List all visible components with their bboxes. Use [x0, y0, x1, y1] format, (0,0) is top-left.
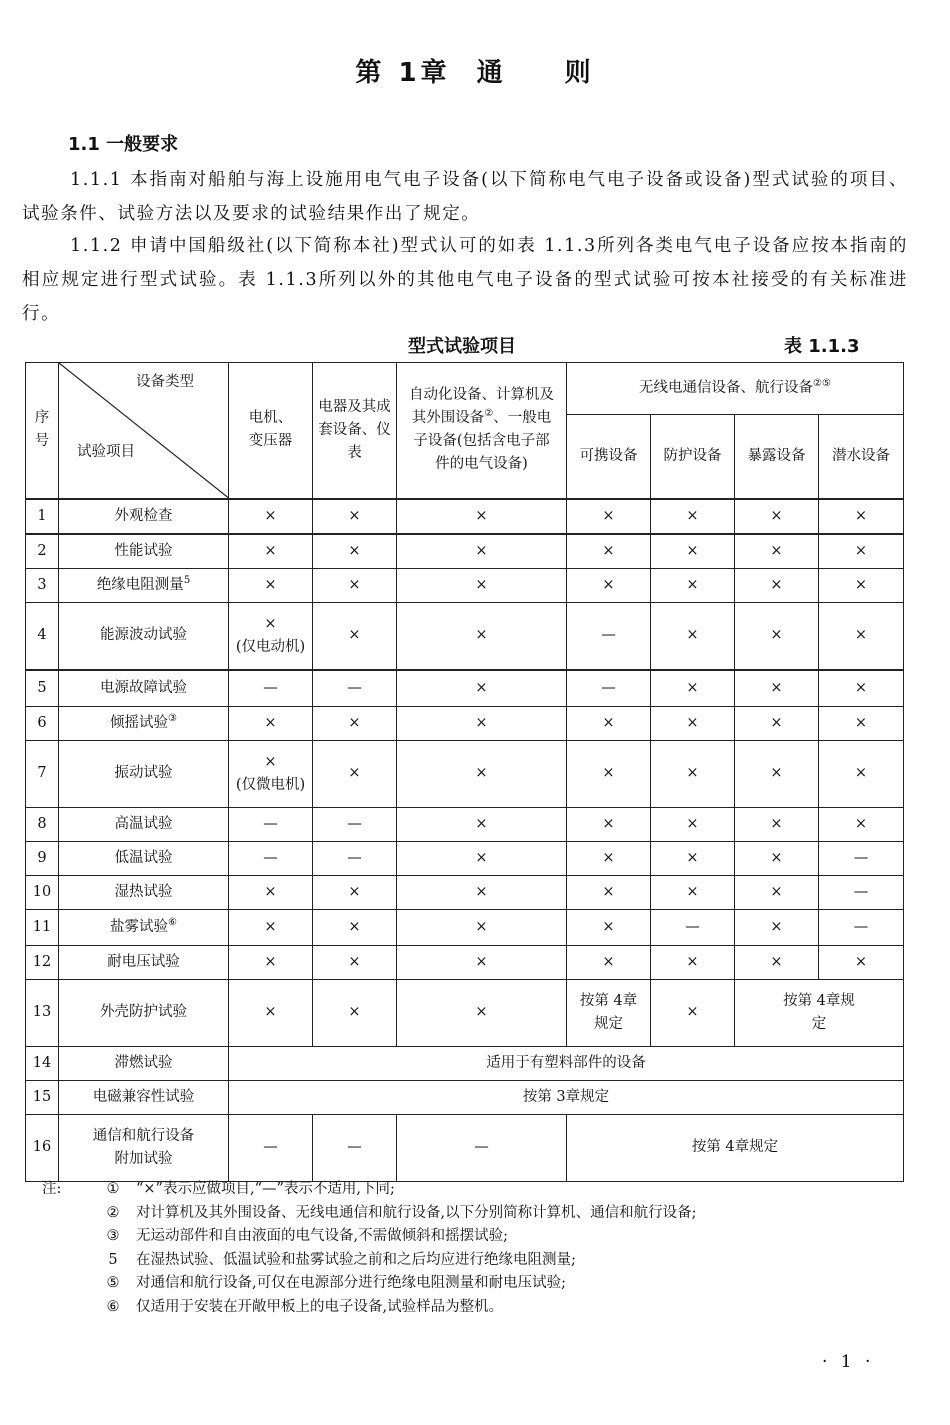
table-row — [26, 807, 904, 841]
row-test-item: 低温试验 — [59, 841, 229, 875]
table-row — [26, 1046, 904, 1080]
row-number: 14 — [26, 1046, 59, 1080]
cell-appliance: — — [313, 1114, 397, 1181]
cell-motor: × — [229, 534, 313, 569]
note-item — [42, 1225, 697, 1249]
cell-submersible: — — [819, 909, 904, 945]
table-notes — [42, 1178, 697, 1319]
header-radio-sup: ②⑤ — [813, 378, 831, 390]
cell-protected: × — [651, 875, 735, 909]
cell-protected: × — [651, 807, 735, 841]
row-number: 3 — [26, 568, 59, 602]
cell-appliance: — — [313, 807, 397, 841]
header-appliance — [313, 363, 397, 499]
cell-protected: × — [651, 499, 735, 534]
cell-motor: × — [229, 499, 313, 534]
cell-portable-text: 按第 4章规定 — [579, 992, 638, 1032]
cell-exposed: × — [735, 706, 819, 740]
cell-exposed: × — [735, 534, 819, 569]
cell-exposed: × — [735, 499, 819, 534]
cell-automation: × — [397, 909, 567, 945]
cell-automation: × — [397, 807, 567, 841]
row-number: 13 — [26, 979, 59, 1046]
note-text: 对通信和航行设备,可仅在电源部分进行绝缘电阻测量和耐电压试验; — [136, 1275, 566, 1291]
paragraph-1-1-1-text: 1.1.1 本指南对船舶与海上设施用电气电子设备(以下简称电气电子设备或设备)型式试验的项目、试验条件、试验方法以及要求的试验结果作出了规定。 — [22, 170, 908, 224]
cell-exposed: × — [735, 670, 819, 707]
row-test-item: 振动试验 — [59, 740, 229, 807]
cell-submersible: × — [819, 568, 904, 602]
table-row — [26, 1114, 904, 1181]
cell-appliance: × — [313, 979, 397, 1046]
cell-submersible: — — [819, 875, 904, 909]
cell-appliance: × — [313, 534, 397, 569]
note-mark: ② — [106, 1204, 120, 1221]
cell-appliance: × — [313, 909, 397, 945]
cell-portable: × — [567, 909, 651, 945]
cell-exposed: × — [735, 841, 819, 875]
row-test-item: 高温试验 — [59, 807, 229, 841]
header-radio-label: 无线电通信设备、航行设备 — [639, 380, 814, 396]
row-test-item: 电源故障试验 — [59, 670, 229, 707]
header-motor — [229, 363, 313, 499]
table-row — [26, 670, 904, 707]
table-row — [26, 945, 904, 979]
row-number: 8 — [26, 807, 59, 841]
table-row — [26, 740, 904, 807]
row-number: 11 — [26, 909, 59, 945]
header-protected: 防护设备 — [651, 415, 735, 499]
cell-appliance: × — [313, 568, 397, 602]
cell-motor: — — [229, 1114, 313, 1181]
note-text: 对计算机及其外围设备、无线电通信和航行设备,以下分别简称计算机、通信和航行设备; — [136, 1204, 697, 1221]
cell-motor — [229, 740, 313, 807]
row-test-item-line-2: 附加试验 — [114, 1150, 173, 1167]
row-test-item: 滞燃试验 — [59, 1046, 229, 1080]
cell-automation: × — [397, 602, 567, 670]
cell-appliance: × — [313, 602, 397, 670]
cell-motor: × — [229, 909, 313, 945]
note-text: 仅适用于安装在开敞甲板上的电子设备,试验样品为整机。 — [136, 1298, 504, 1315]
cell-submersible: × — [819, 740, 904, 807]
cell-exposed: × — [735, 909, 819, 945]
row-test-item: 耐电压试验 — [59, 945, 229, 979]
note-mark: ⑥ — [106, 1298, 120, 1315]
cell-motor — [229, 602, 313, 670]
cell-protected: × — [651, 945, 735, 979]
row-test-item — [59, 568, 229, 602]
cell-portable: × — [567, 875, 651, 909]
table-row — [26, 979, 904, 1046]
cell-automation: × — [397, 979, 567, 1046]
table-row — [26, 841, 904, 875]
section-heading: 1.1 一般要求 — [68, 134, 179, 155]
row-number: 9 — [26, 841, 59, 875]
paragraph-1-1-2-text: 1.1.2 申请中国船级社(以下简称本社)型式认可的如表 1.1.3所列各类电气电子设备应按本指南的相应规定进行型式试验。表 1.1.3所列以外的其他电气电子设备的型式试验可按本社接受的有关标准进行。 — [22, 236, 908, 324]
cell-automation: × — [397, 841, 567, 875]
cell-automation: × — [397, 670, 567, 707]
cell-portable: × — [567, 740, 651, 807]
row-number: 1 — [26, 499, 59, 534]
cell-motor: — — [229, 841, 313, 875]
cell-portable: × — [567, 841, 651, 875]
table-row — [26, 602, 904, 670]
cell-automation: × — [397, 568, 567, 602]
table-row — [26, 706, 904, 740]
cell-motor-mark: × — [264, 615, 277, 632]
cell-exposed: × — [735, 807, 819, 841]
cell-protected: × — [651, 706, 735, 740]
table-row — [26, 909, 904, 945]
header-device-type: 设备类型 — [136, 374, 194, 390]
cell-submersible: × — [819, 534, 904, 569]
cell-appliance: × — [313, 875, 397, 909]
cell-portable: × — [567, 706, 651, 740]
row-number: 6 — [26, 706, 59, 740]
cell-automation: × — [397, 945, 567, 979]
note-item — [42, 1272, 697, 1296]
cell-appliance: — — [313, 670, 397, 707]
row-test-item-sup: 5 — [183, 574, 191, 586]
note-item — [42, 1202, 697, 1226]
cell-appliance: — — [313, 841, 397, 875]
cell-exposed: × — [735, 875, 819, 909]
row-number: 15 — [26, 1080, 59, 1114]
note-item — [42, 1249, 697, 1273]
cell-protected: × — [651, 740, 735, 807]
row-test-item: 外观检查 — [59, 499, 229, 534]
row-number: 7 — [26, 740, 59, 807]
cell-motor-note: (仅微电机) — [235, 776, 306, 793]
row-test-item: 外壳防护试验 — [59, 979, 229, 1046]
header-motor-label: 电机、变压器 — [248, 410, 293, 450]
cell-exposed: × — [735, 602, 819, 670]
cell-portable — [567, 979, 651, 1046]
cell-submersible: × — [819, 499, 904, 534]
table-row — [26, 1080, 904, 1114]
row-test-item-label: 倾摇试验 — [110, 714, 169, 731]
note-mark: ① — [106, 1181, 120, 1197]
note-text: “×”表示应做项目,“—”表示不适用,下同; — [136, 1181, 395, 1197]
cell-automation: × — [397, 875, 567, 909]
row-test-item-label: 盐雾试验 — [110, 918, 169, 935]
cell-protected: × — [651, 568, 735, 602]
row-number: 2 — [26, 534, 59, 569]
header-seq-label: 序号 — [34, 410, 50, 450]
row-test-item: 电磁兼容性试验 — [59, 1080, 229, 1114]
row-test-item-sup: ⑥ — [168, 916, 177, 928]
type-test-table — [25, 362, 904, 1182]
header-automation — [397, 363, 567, 499]
cell-submersible: × — [819, 706, 904, 740]
row-test-item — [59, 909, 229, 945]
paragraph-1-1-2 — [22, 229, 908, 331]
header-test-item: 试验项目 — [77, 443, 135, 460]
chapter-title — [0, 52, 950, 89]
cell-automation: × — [397, 740, 567, 807]
header-radio — [567, 363, 904, 415]
header-portable: 可携设备 — [567, 415, 651, 499]
cell-appliance: × — [313, 945, 397, 979]
table-number: 表 1.1.3 — [784, 336, 860, 357]
table-row — [26, 568, 904, 602]
note-item — [42, 1178, 697, 1202]
cell-submersible: × — [819, 807, 904, 841]
note-text: 无运动部件和自由液面的电气设备,不需做倾斜和摇摆试验; — [136, 1228, 508, 1244]
row-number: 16 — [26, 1114, 59, 1181]
cell-motor: × — [229, 706, 313, 740]
row-test-item-line-1: 通信和航行设备 — [92, 1127, 195, 1144]
cell-appliance: × — [313, 740, 397, 807]
row-test-item: 湿热试验 — [59, 875, 229, 909]
chapter-title-char-2: 则 — [564, 58, 595, 88]
cell-motor-mark: × — [264, 753, 277, 770]
cell-span-applicability: 按第 3章规定 — [229, 1080, 904, 1114]
cell-span-applicability: 适用于有塑料部件的设备 — [229, 1046, 904, 1080]
cell-submersible: × — [819, 670, 904, 707]
cell-exposed: × — [735, 945, 819, 979]
cell-submersible: × — [819, 945, 904, 979]
cell-exposed: × — [735, 568, 819, 602]
row-number: 5 — [26, 670, 59, 707]
chapter-title-char-1: 通 — [476, 58, 507, 88]
cell-motor: × — [229, 979, 313, 1046]
cell-protected: × — [651, 602, 735, 670]
cell-automation: — — [397, 1114, 567, 1181]
cell-motor: — — [229, 670, 313, 707]
cell-protected: × — [651, 979, 735, 1046]
cell-exposed: × — [735, 740, 819, 807]
cell-portable: × — [567, 568, 651, 602]
notes-label: 注: — [42, 1181, 62, 1197]
row-test-item-sup: ③ — [168, 712, 177, 724]
table-row — [26, 875, 904, 909]
cell-portable: × — [567, 499, 651, 534]
cell-protected: × — [651, 670, 735, 707]
row-test-item — [59, 1114, 229, 1181]
header-diagonal-cell — [59, 363, 229, 499]
table-row — [26, 534, 904, 569]
note-mark: ③ — [106, 1228, 120, 1244]
cell-motor-note: (仅电动机) — [235, 638, 306, 655]
table-row — [26, 499, 904, 534]
row-test-item — [59, 706, 229, 740]
row-number: 4 — [26, 602, 59, 670]
cell-span-radio: 按第 4章规定 — [567, 1114, 904, 1181]
chapter-prefix: 第 1章 — [355, 58, 451, 88]
page-number: · 1 · — [822, 1352, 875, 1372]
header-automation-label-1: 自动化设备、计算机及其外围设备 — [409, 387, 554, 427]
cell-automation: × — [397, 499, 567, 534]
header-submersible: 潜水设备 — [819, 415, 904, 499]
row-number: 10 — [26, 875, 59, 909]
cell-portable: — — [567, 670, 651, 707]
cell-portable: — — [567, 602, 651, 670]
cell-appliance: × — [313, 499, 397, 534]
cell-motor: × — [229, 875, 313, 909]
cell-motor: — — [229, 807, 313, 841]
header-automation-sup: ② — [484, 408, 494, 420]
cell-portable: × — [567, 945, 651, 979]
cell-protected: × — [651, 841, 735, 875]
row-number: 12 — [26, 945, 59, 979]
header-seq — [26, 363, 59, 499]
header-automation-label-2: 、一般电子设备(包括含电子部件的电气设备) — [413, 410, 552, 473]
row-test-item: 能源波动试验 — [59, 602, 229, 670]
note-text: 在湿热试验、低温试验和盐雾试验之前和之后均应进行绝缘电阻测量; — [136, 1251, 576, 1268]
cell-submersible: × — [819, 602, 904, 670]
cell-protected: × — [651, 534, 735, 569]
cell-portable: × — [567, 534, 651, 569]
cell-motor: × — [229, 945, 313, 979]
table-title: 型式试验项目 — [408, 336, 516, 357]
note-mark: ⑤ — [106, 1275, 120, 1291]
cell-motor: × — [229, 568, 313, 602]
header-exposed: 暴露设备 — [735, 415, 819, 499]
paragraph-1-1-1 — [22, 163, 908, 231]
cell-submersible: — — [819, 841, 904, 875]
cell-exposed-submersible — [735, 979, 904, 1046]
note-item — [42, 1296, 697, 1320]
cell-automation: × — [397, 534, 567, 569]
cell-automation: × — [397, 706, 567, 740]
cell-appliance: × — [313, 706, 397, 740]
cell-portable: × — [567, 807, 651, 841]
note-mark: 5 — [108, 1251, 118, 1268]
cell-protected: — — [651, 909, 735, 945]
row-test-item-label: 绝缘电阻测量 — [96, 576, 184, 593]
row-test-item: 性能试验 — [59, 534, 229, 569]
cell-exposed-submersible-text: 按第 4章规定 — [783, 992, 855, 1032]
header-appliance-label: 电器及其成套设备、仪表 — [318, 398, 391, 461]
